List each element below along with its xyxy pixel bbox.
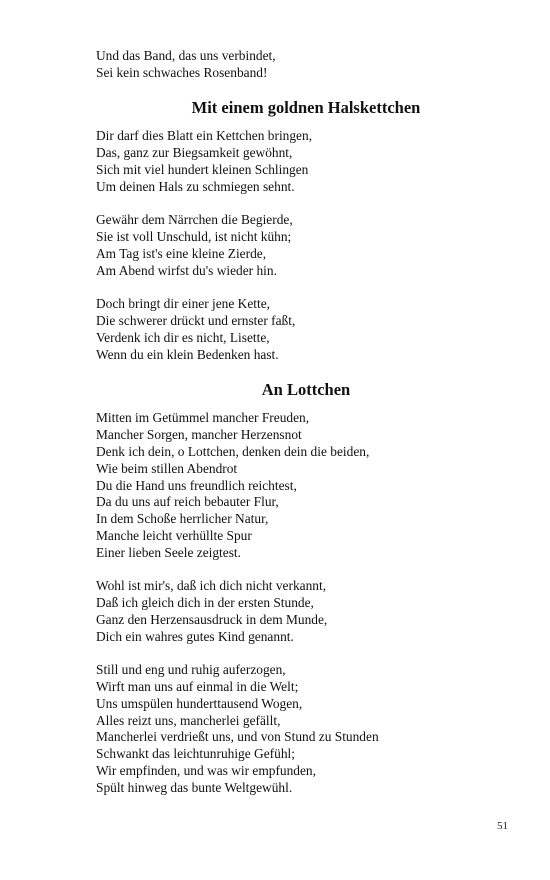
verse-line: Daß ich gleich dich in der ersten Stunde, [96,595,314,611]
verse-line: Sie ist voll Unschuld, ist nicht kühn; [96,229,292,245]
verse-line: Denk ich dein, o Lottchen, denken dein die beiden, [96,443,370,459]
verse-line: Wohl ist mir's, daß ich dich nicht verkannt, [96,578,327,594]
verse-line: Dich ein wahres gutes Kind genannt. [96,628,294,644]
verse-line: Gewähr dem Närrchen die Begierde, [96,212,293,228]
poem1-stanza-3 [96,296,516,363]
verse-line: Am Abend wirfst du's wieder hin. [96,262,277,278]
verse-line: Still und eng und ruhig auferzogen, [96,662,286,678]
verse-line: Mitten im Getümmel mancher Freuden, [96,410,310,426]
verse-line: Das, ganz zur Biegsamkeit gewöhnt, [96,145,293,161]
verse-line: In dem Schoße herrlicher Natur, [96,511,269,527]
book-page [96,48,516,813]
verse-line: Am Tag ist's eine kleine Zierde, [96,245,267,261]
poem-title-lottchen: An Lottchen [261,380,351,400]
verse-line: Schwankt das leichtunruhige Gefühl; [96,746,295,762]
verse-line: Um deinen Hals zu schmiegen sehnt. [96,178,295,194]
verse-line: Wenn du ein klein Bedenken hast. [96,346,279,362]
poem-title-halskettchen: Mit einem goldnen Halskettchen [191,98,421,118]
poem1-stanza-1 [96,128,516,195]
verse-line: Alles reizt uns, mancherlei gefällt, [96,712,281,728]
poem2-stanza-3 [96,662,516,796]
verse-line: Uns umspülen hunderttausend Wogen, [96,695,303,711]
verse-line: Manche leicht verhüllte Spur [96,527,252,543]
verse-line: Mancherlei verdrießt uns, und von Stund zu Stunden [96,729,379,745]
poem1-stanza-2 [96,212,516,279]
page-number: 51 [497,820,508,832]
verse-line: Verdenk ich dir es nicht, Lisette, [96,329,270,345]
verse-line: Wie beim stillen Abendrot [96,460,238,476]
poem2-stanza-1 [96,410,516,561]
verse-line: Einer lieben Seele zeigtest. [96,544,242,560]
verse-line: Ganz den Herzensausdruck in dem Munde, [96,611,328,627]
verse-line: Die schwerer drückt und ernster faßt, [96,313,296,329]
verse-line: Da du uns auf reich bebauter Flur, [96,494,279,510]
verse-line: Und das Band, das uns verbindet, [96,48,276,63]
verse-line: Wirft man uns auf einmal in die Welt; [96,679,299,695]
verse-line: Sei kein schwaches Rosenband! [96,64,268,80]
poem2-stanza-2 [96,578,516,645]
verse-line: Spült hinweg das bunte Weltgewühl. [96,779,293,795]
verse-line: Doch bringt dir einer jene Kette, [96,296,271,312]
intro-stanza [96,48,516,82]
verse-line: Du die Hand uns freundlich reichtest, [96,477,297,493]
verse-line: Mancher Sorgen, mancher Herzensnot [96,427,302,443]
verse-line: Sich mit viel hundert kleinen Schlingen [96,161,309,177]
verse-line: Wir empfinden, und was wir empfunden, [96,763,316,779]
verse-line: Dir darf dies Blatt ein Kettchen bringen, [96,128,313,144]
